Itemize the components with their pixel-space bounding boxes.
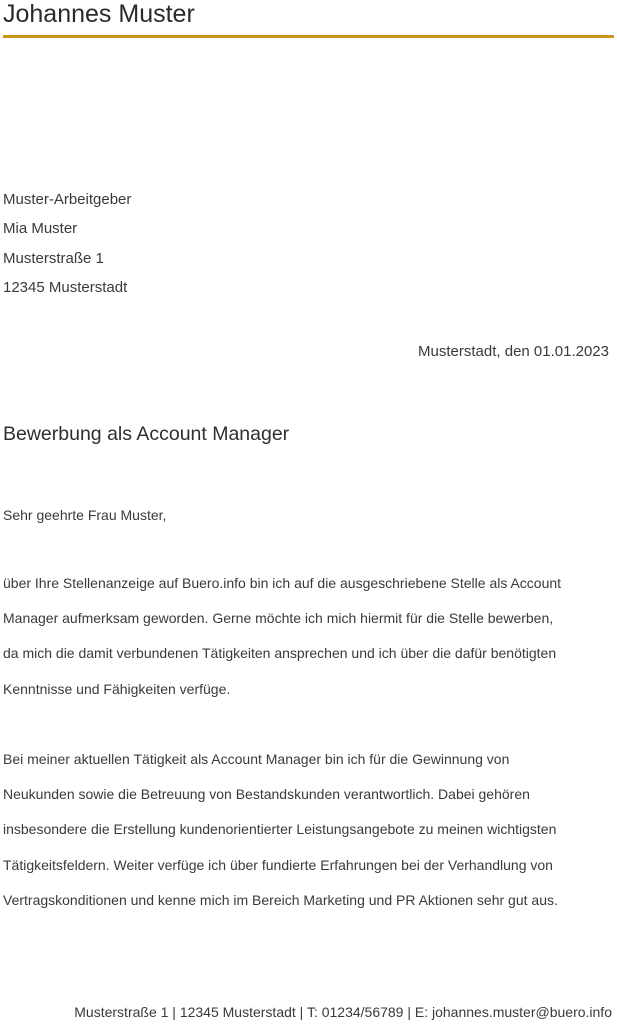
recipient-city: 12345 Musterstadt — [3, 278, 128, 296]
footer-contact: Musterstraße 1 | 12345 Musterstadt | T: 01234/56789 | E: johannes.muster@buero.info — [74, 1004, 612, 1020]
letter-subject: Bewerbung als Account Manager — [3, 423, 290, 445]
header-divider — [3, 35, 614, 38]
recipient-street: Musterstraße 1 — [3, 249, 104, 267]
paragraph-line: Neukunden sowie die Betreuung von Bestandskunden verantwortlich. Dabei gehören — [3, 786, 530, 803]
recipient-company: Muster-Arbeitgeber — [3, 191, 132, 208]
letter-date: Musterstadt, den 01.01.2023 — [418, 343, 609, 360]
paragraph-line: Bei meiner aktuellen Tätigkeit als Account Manager bin ich für die Gewinnung von — [3, 751, 510, 767]
paragraph-line: Kenntnisse und Fähigkeiten verfüge. — [3, 680, 231, 697]
paragraph-line: über Ihre Stellenanzeige auf Buero.info bin ich auf die ausgeschriebene Stelle als Account — [3, 575, 562, 591]
paragraph-line: Vertragskonditionen und kenne mich im Bereich Marketing und PR Aktionen sehr gut aus. — [3, 891, 558, 908]
recipient-person: Mia Muster — [3, 220, 78, 238]
paragraph-line: insbesondere die Erstellung kundenorientierter Leistungsangebote zu meinen wichtigsten — [3, 821, 557, 838]
paragraph-line: da mich die damit verbundenen Tätigkeiten ansprechen und ich über die dafür benötigten — [3, 645, 557, 662]
sender-name: Johannes Muster — [3, 0, 195, 28]
salutation: Sehr geehrte Frau Muster, — [3, 507, 167, 523]
body-paragraph-1 — [3, 566, 615, 707]
paragraph-line: Tätigkeitsfeldern. Weiter verfüge ich über fundierte Erfahrungen bei der Verhandlung von — [3, 856, 553, 873]
recipient-address — [3, 185, 131, 302]
paragraph-line: Manager aufmerksam geworden. Gerne möchte ich mich hiermit für die Stelle bewerben, — [3, 610, 554, 627]
body-paragraph-2 — [3, 742, 615, 918]
